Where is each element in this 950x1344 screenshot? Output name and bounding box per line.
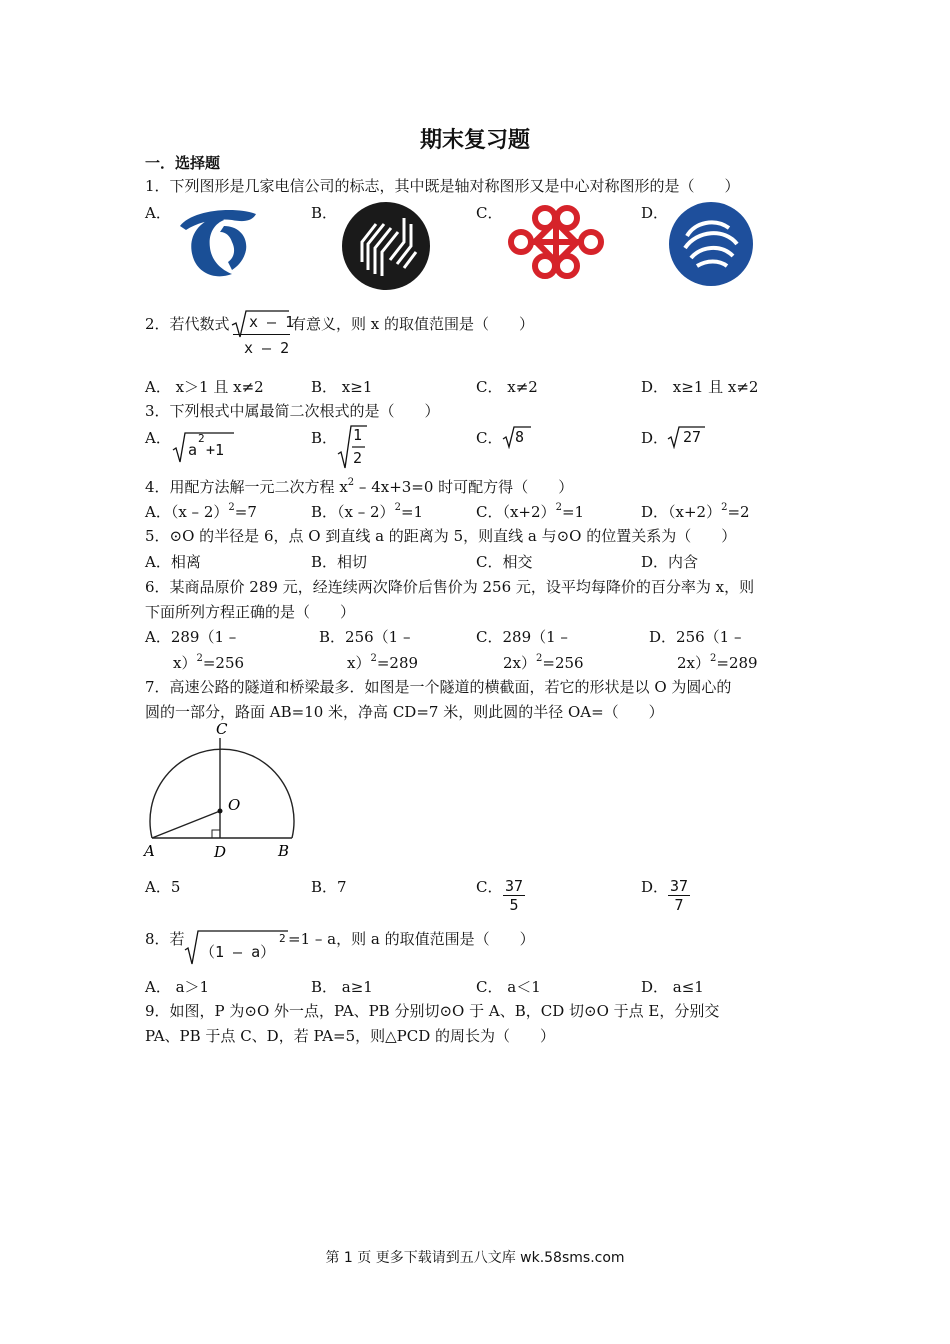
label-a: A [144, 842, 155, 860]
section-heading: 一．选择题 [145, 154, 221, 172]
q7-line1: 7．高速公路的隧道和桥梁最多．如图是一个隧道的横截面，若它的形状是以 O 为圆心的 [145, 678, 732, 696]
q6-line2: 下面所列方程正确的是（ ） [145, 603, 356, 621]
q1-option-d: D． [641, 204, 669, 222]
q4-option-d: D．$(x+2)^2=2$ [641, 502, 750, 521]
q6-line1: 6．某商品原价 289 元，经连续两次降价后售价为 256 元，设平均每降价的百分率为 x，则 [145, 578, 755, 596]
china-unicom-knot-logo-icon [503, 200, 609, 284]
q8-radicand: （1 – a） [200, 943, 276, 961]
q5-option-b: B．相切 [311, 553, 368, 571]
right-angle-mark [212, 830, 220, 838]
q4-option-c: C．$(x+2)^2=1$ [476, 502, 585, 521]
china-mobile-logo-icon [667, 200, 755, 288]
q7-option-c-fraction: $\frac{37}{5}$ [505, 877, 524, 914]
q5-option-a: A．相离 [145, 553, 201, 571]
q3-d-radicand: 27 [683, 428, 702, 446]
q6-option-d-line1: D．256（1 – [649, 628, 742, 646]
q3-b-numerator: 1 [353, 426, 363, 444]
q8-exponent: 2 [279, 932, 286, 945]
label-d: D [214, 843, 227, 861]
q7-option-c: C． [476, 878, 503, 896]
q7-option-b: B．7 [311, 878, 347, 896]
striped-circle-logo-icon [340, 200, 432, 292]
q1-option-a: A． [145, 204, 171, 222]
q2-option-b: B． x≥1 [311, 378, 373, 396]
label-b: B [278, 842, 290, 860]
q9-line2: PA、PB 于点 C、D，若 PA=5，则△PCD 的周长为（ ） [145, 1027, 556, 1045]
q6-option-d-line2: 2x）$^2$=289 [677, 653, 758, 672]
q8-option-a: A． a＞1 [145, 978, 210, 996]
q6-option-a-line1: A．289（1 – [145, 628, 237, 646]
q4-stem-pre: 4．用配方法解一元二次方程 x [145, 478, 348, 496]
q1-stem: 1．下列图形是几家电信公司的标志，其中既是轴对称图形又是中心对称图形的是（ ） [145, 177, 740, 195]
q4-stem-exp: 2 [347, 477, 355, 488]
q3-stem: 3．下列根式中属最简二次根式的是（ ） [145, 402, 440, 420]
q3-a-rest: +1 [206, 441, 225, 459]
q6-option-a-line2: x）$^2$=256 [173, 653, 245, 672]
q4-option-b: B．（x – 2）$^2$=1 [311, 502, 424, 521]
q8-option-b: B． a≥1 [311, 978, 373, 996]
q3-label-b: B． [311, 429, 338, 447]
q8-option-d: D． a≤1 [641, 978, 704, 996]
q8-stem-pre: 8．若 [145, 930, 185, 948]
q6-option-c-line1: C．289（1 – [476, 628, 568, 646]
page-title: 期末复习题 [419, 127, 530, 153]
page-footer: 第 1 页 更多下载请到五八文库 wk.58sms.com [325, 1250, 625, 1266]
q3-a-base: a [188, 441, 198, 459]
center-o-dot [218, 809, 223, 814]
q2-stem-post: 有意义，则 x 的取值范围是（ ） [291, 315, 534, 333]
q6-option-b-line1: B．256（1 – [319, 628, 411, 646]
q2-option-d: D． x≥1 且 x≠2 [641, 378, 759, 396]
q3-label-a: A． [145, 429, 171, 447]
q3-b-denominator: 2 [353, 449, 363, 467]
q7-line2: 圆的一部分，路面 AB=10 米，净高 CD=7 米，则此圆的半径 OA=（ ） [145, 703, 664, 721]
q7-option-d: D． [641, 878, 669, 896]
label-c: C [216, 720, 228, 738]
q2-option-c: C． x≠2 [476, 378, 538, 396]
q3-c-radicand: 8 [515, 428, 525, 446]
q3-label-c: C． [476, 429, 503, 447]
q8-stem-post: =1 – a，则 a 的取值范围是（ ） [288, 930, 535, 948]
q3-a-exponent: 2 [198, 432, 205, 445]
q7-option-a: A．5 [145, 878, 181, 896]
tunnel-cross-section-figure [140, 718, 310, 866]
q4-stem [145, 477, 573, 500]
label-o: O [228, 796, 241, 814]
q6-option-c-line2: 2x）$^2$=256 [503, 653, 584, 672]
china-telecom-logo-icon [172, 200, 262, 282]
q7-option-d-fraction: $\frac{37}{7}$ [670, 877, 689, 914]
q4-option-a: A．（x – 2）$^2$=7 [145, 502, 257, 521]
q2-option-a: A． x＞1 且 x≠2 [145, 378, 264, 396]
q2-numerator: x – 1 [249, 313, 295, 331]
q6-option-b-line2: x）$^2$=289 [347, 653, 419, 672]
q8-option-c: C． a＜1 [476, 978, 541, 996]
q1-option-c: C． [476, 204, 503, 222]
q2-denominator: x – 2 [244, 339, 290, 357]
q5-option-c: C．相交 [476, 553, 533, 571]
tunnel-arc [150, 749, 294, 838]
q4-stem-post: – 4x+3=0 时可配方得（ ） [354, 478, 574, 496]
q9-line1: 9．如图，P 为⊙O 外一点，PA、PB 分别切⊙O 于 A、B，CD 切⊙O 于点 E，分别交 [145, 1002, 720, 1020]
radius-oa [152, 811, 220, 838]
q2-fraction-bar [233, 334, 290, 335]
q5-option-d: D．内含 [641, 553, 699, 571]
q1-option-b: B． [311, 204, 338, 222]
q3-label-d: D． [641, 429, 669, 447]
q2-stem-pre: 2．若代数式 [145, 315, 230, 333]
q5-stem: 5．⊙O 的半径是 6，点 O 到直线 a 的距离为 5，则直线 a 与⊙O 的位置关系为（ ） [145, 527, 737, 545]
